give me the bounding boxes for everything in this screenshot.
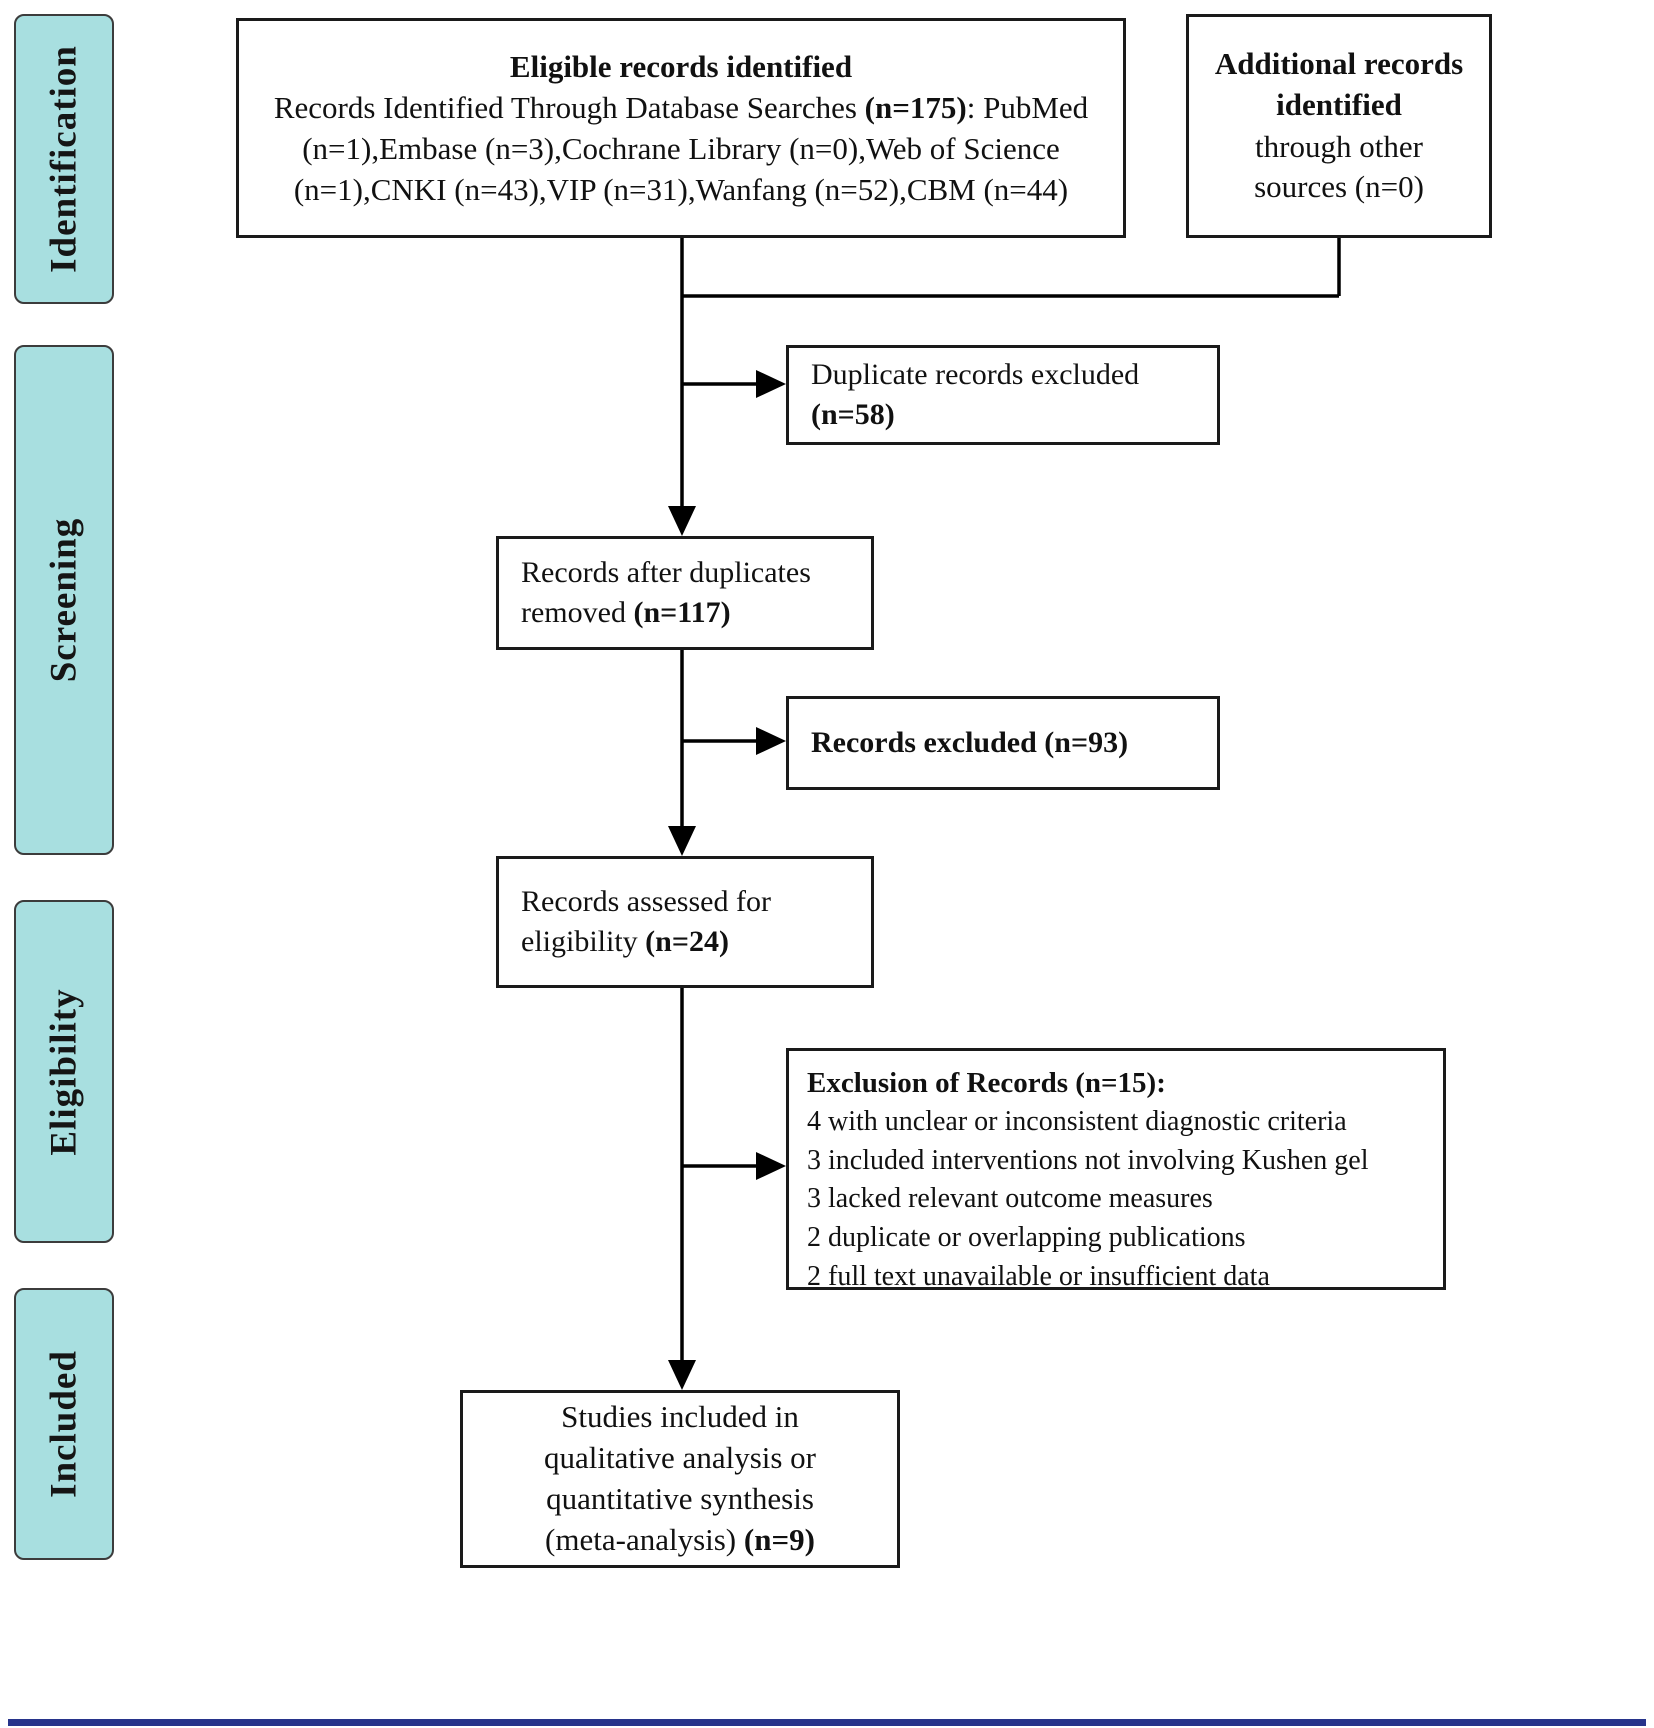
studies-included-line: Studies included in [561,1399,799,1435]
arrowhead-down-2 [668,826,696,856]
records-assessed-label: Records assessed for eligibility [521,885,771,958]
stage-label-included-text: Included [43,1350,85,1498]
box-records-excluded [786,696,1220,790]
stage-label-identification [14,14,114,304]
exclusion-item: 3 included interventions not involving Kushen gel [807,1144,1369,1176]
eligible-records-body [255,87,1107,211]
stage-label-identification-text: Identification [43,45,85,273]
records-assessed-text [521,882,857,962]
arrowhead-right-2 [756,727,786,755]
exclusion-item: 2 duplicate or overlapping publications [807,1221,1246,1253]
box-records-assessed [496,856,874,988]
records-after-duplicates-count: (n=117) [633,596,731,629]
studies-included-count: (n=9) [743,1521,815,1557]
arrowhead-right-1 [756,370,786,398]
records-after-duplicates-text [521,553,857,633]
exclusion-item: 2 full text unavailable or insufficient data [807,1260,1270,1292]
box-eligible-records-identified [236,18,1126,238]
arrowhead-right-3 [756,1152,786,1180]
duplicates-excluded-text [811,355,1203,435]
box-exclusion-of-records [786,1048,1446,1290]
exclusion-title: Exclusion of Records (n=15): [807,1067,1166,1099]
stage-label-eligibility-text: Eligibility [43,987,85,1156]
arrowhead-down-1 [668,506,696,536]
stage-label-included [14,1288,114,1560]
stage-label-screening [14,345,114,855]
box-studies-included [460,1390,900,1568]
studies-included-meta: (meta-analysis) [545,1521,744,1557]
box-additional-records [1186,14,1492,238]
box-duplicates-excluded [786,345,1220,445]
duplicates-excluded-label: Duplicate records excluded [811,358,1140,392]
additional-records-title: Additional records identified [1214,46,1464,122]
studies-included-line: quantitative synthesis [546,1481,814,1516]
records-after-duplicates-label: Records after duplicates removed [521,556,811,629]
eligible-records-body-post: : PubMed (n=1),Embase (n=3),Cochrane Library (n=0),Web of Science (n=1),CNKI (n=43),VIP (n=31),Wanfang (n=52),CBM (n=44) [293,89,1089,208]
duplicates-excluded-count: (n=58) [811,398,895,431]
stage-label-screening-text: Screening [43,517,85,683]
studies-included-line: qualitative analysis or [543,1440,817,1476]
studies-included-last-line [473,1520,887,1561]
eligible-records-body-pre: Records Identified Through Database Searches [273,89,865,125]
additional-records-body: through other sources (n=0) [1254,129,1424,205]
stage-label-eligibility [14,900,114,1243]
arrowhead-down-3 [668,1360,696,1390]
exclusion-item: 3 lacked relevant outcome measures [807,1183,1213,1215]
eligible-records-title: Eligible records identified [509,48,853,84]
exclusion-item: 4 with unclear or inconsistent diagnostic criteria [807,1106,1347,1138]
eligible-records-count: (n=175) [864,89,967,125]
box-records-after-duplicates [496,536,874,650]
records-assessed-count: (n=24) [645,925,729,958]
records-excluded-text: Records excluded (n=93) [811,726,1129,760]
bottom-rule [8,1719,1646,1726]
